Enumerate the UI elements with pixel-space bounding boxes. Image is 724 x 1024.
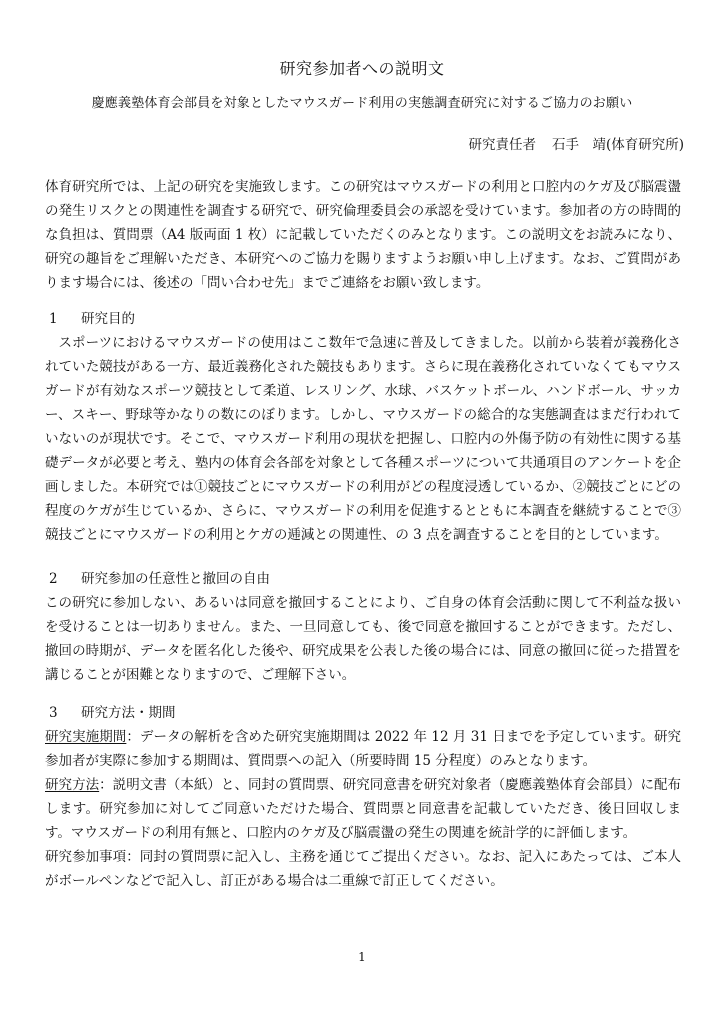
method-paragraph bbox=[45, 773, 681, 845]
section-body: この研究に参加しない、あるいは同意を撤回することにより、ご自身の体育会活動に関して不利益な扱いを受けることは一切ありません。また、一旦同意しても、後で同意を撤回することができます。ただし、撤回の時期が、データを匿名化した後や、研究成果を公表した後の場合には、同意の撤回に従った措置を講じることが困難となりますので、ご理解下さい。 bbox=[45, 595, 681, 683]
period-text: ：データの解析を含めた研究実施期間は 2022 年 12 月 31 日までを予定しています。研究参加者が実際に参加する期間は、質問票への記入（所要時間 15 分程度）のみとなります。 bbox=[45, 729, 682, 769]
matters-paragraph bbox=[45, 845, 681, 893]
section-method bbox=[45, 701, 681, 893]
period-paragraph bbox=[45, 725, 681, 773]
section-voluntary bbox=[45, 567, 681, 687]
section-number: 2 bbox=[49, 571, 58, 587]
author-line bbox=[452, 133, 684, 153]
author-role: 研究責任者 bbox=[468, 137, 536, 153]
document-subtitle: 慶應義塾体育会部員を対象としたマウスガード利用の実態調査研究に対するご協力のお願い bbox=[91, 96, 633, 111]
author-name: 石手 靖 bbox=[551, 137, 606, 153]
author-affiliation: (体育研究所) bbox=[605, 137, 684, 153]
intro-text: 体育研究所では、上記の研究を実施致します。この研究はマウスガードの利用と口腔内のケガ及び脳震盪の発生リスクとの関連性を調査する研究で、研究倫理委員会の承認を受けています。参加者の方の時間的な負担は、質問票（A4 版両面 1 枚）に記載していただくのみとなります。この説明文をお読みになり、研究の趣旨をご理解いただき、本研究へのご協力を賜りますようお願い申し上げます。なお、ご質問があります場合には、後述の「問い合わせ先」までご連絡をお願い致します。 bbox=[45, 179, 681, 291]
document-title: 研究参加者への説明文 bbox=[279, 59, 445, 78]
section-title: 研究目的 bbox=[81, 311, 135, 327]
matters-text: ：同封の質問票に記入し、主務を通じてご提出ください。なお、記入にあたっては、ご本人がボールペンなどで記入し、訂正がある場合は二重線で訂正してください。 bbox=[45, 849, 682, 889]
section-body: スポーツにおけるマウスガードの使用はここ数年で急速に普及してきました。以前から装着が義務化されていた競技がある一方、最近義務化された競技もあります。さらに現在義務化されていなくてもマウスガードが有効なスポーツ競技として柔道、レスリング、水球、バスケットボール、ハンドボール、サッカー、スキー、野球等かなりの数にのぼります。しかし、マウスガードの総合的な実態調査はまだ行われていないのが現状です。そこで、マウスガード利用の現状を把握し、口腔内の外傷予防の有効性に関する基礎データが必要と考え、塾内の体育会各部を対象として各種スポーツについて共通項目のアンケートを企画しました。本研究では①競技ごとにマウスガードの利用がどの程度浸透しているか、②競技ごとにどの程度のケガが生じているか、さらに、マウスガードの利用を促進するとともに本調査を継続することで③競技ごとにマウスガードの利用とケガの逓減との関連性、の 3 点を調査することを目的としています。 bbox=[45, 335, 681, 543]
matters-label: 研究参加事項 bbox=[45, 849, 127, 865]
period-label: 研究実施期間 bbox=[45, 729, 127, 745]
section-heading bbox=[45, 701, 681, 725]
section-number: 3 bbox=[49, 705, 58, 721]
section-title: 研究参加の任意性と撤回の自由 bbox=[81, 571, 270, 587]
section-heading bbox=[45, 307, 681, 331]
intro-paragraph bbox=[45, 175, 681, 295]
method-label: 研究方法 bbox=[45, 777, 100, 793]
section-purpose bbox=[45, 307, 681, 547]
section-heading bbox=[45, 567, 681, 591]
section-title: 研究方法・期間 bbox=[81, 705, 176, 721]
method-text: ：説明文書（本紙）と、同封の質問票、研究同意書を研究対象者（慶應義塾体育会部員）に配布します。研究参加に対してご同意いただけた場合、質問票と同意書を記載していただき、後日回収します。マウスガードの利用有無と、口腔内のケガ及び脳震盪の発生の関連を統計学的に評価します。 bbox=[45, 777, 682, 841]
section-number: 1 bbox=[49, 311, 58, 327]
page-number: 1 bbox=[358, 950, 366, 964]
